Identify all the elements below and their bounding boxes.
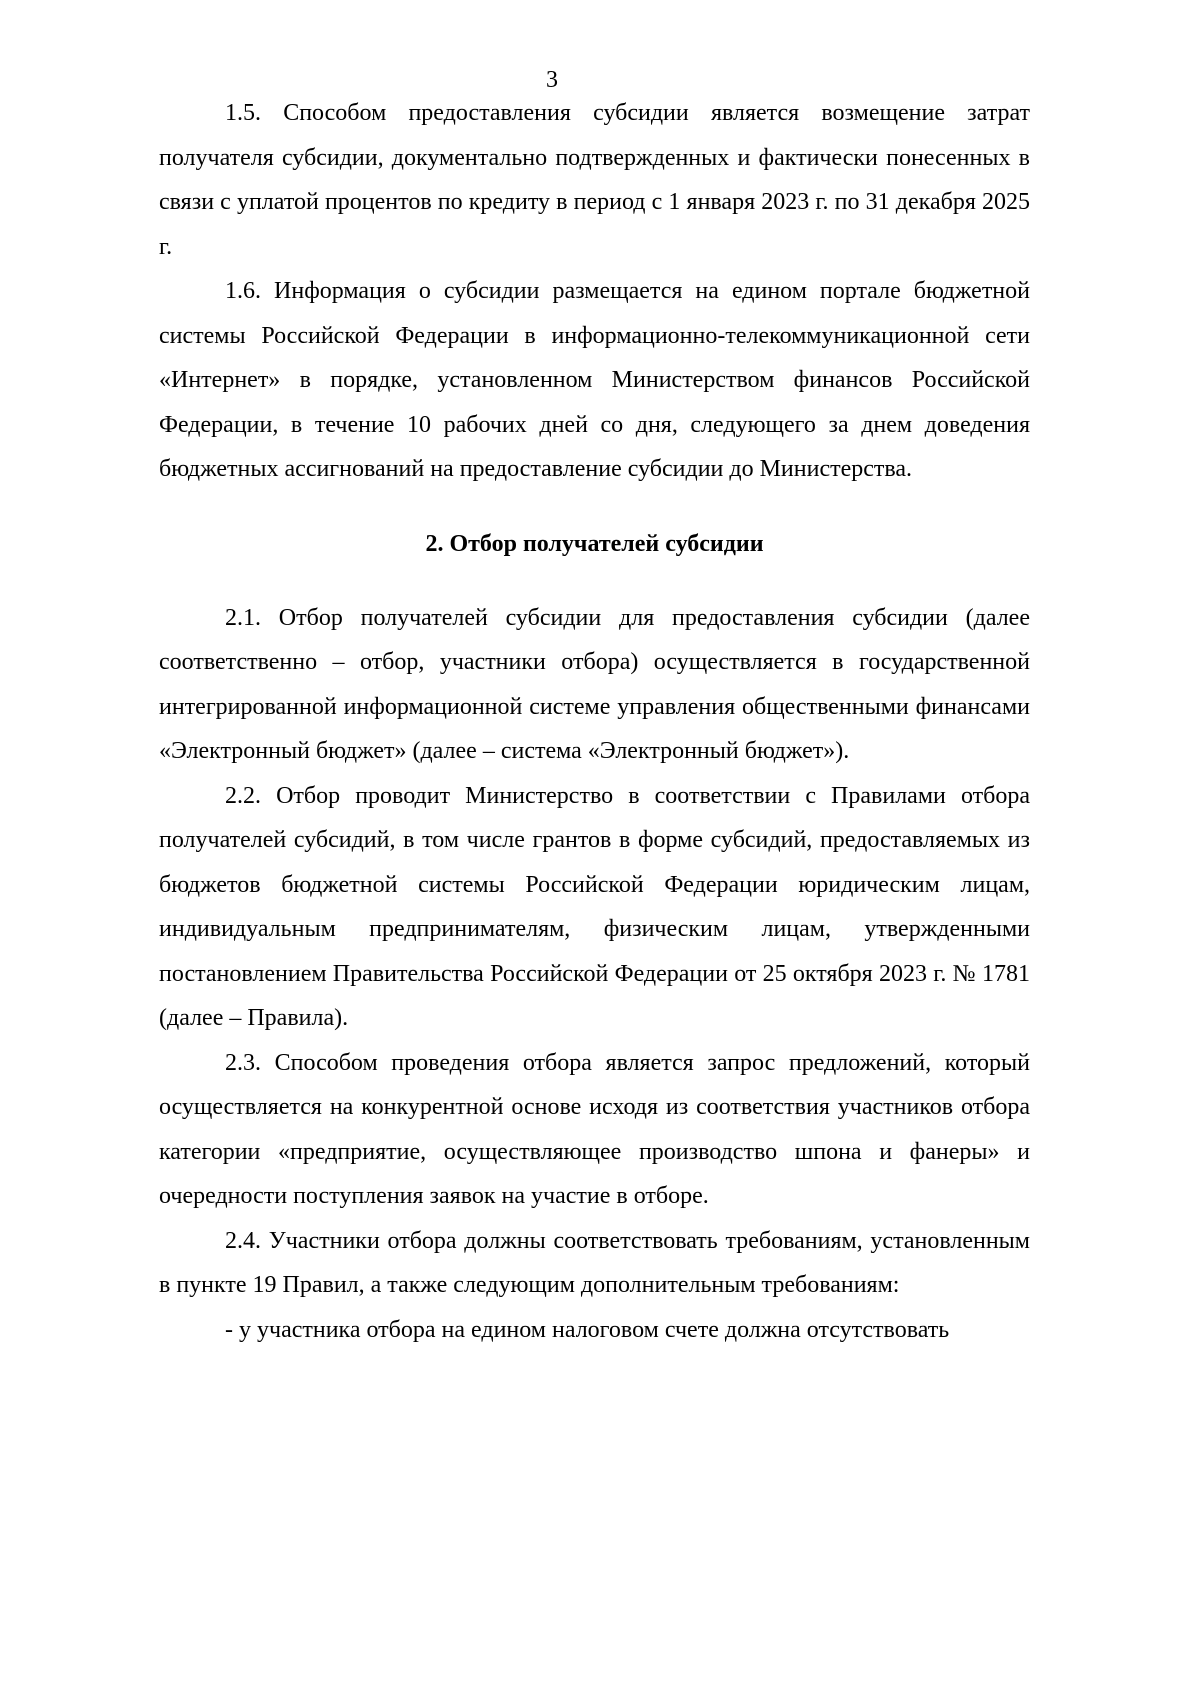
paragraph-1-6: 1.6. Информация о субсидии размещается на едином портале бюджетной системы Российской Федерации в информационно-телекоммуникационной сети «Интернет» в порядке, установленном Министерством финансов Российской Федерации, в течение 10 рабочих дней со дня, следующего за днем доведения бюджетных ассигнований на предоставление субсидии до Министерства. bbox=[159, 278, 1030, 482]
paragraph-2-2: 2.2. Отбор проводит Министерство в соответствии с Правилами отбора получателей субсидий, в том числе грантов в форме субсидий, предоставляемых из бюджетов бюджетной системы Российской Федерации юридическим лицам, индивидуальным предпринимателям, физическим лицам, утвержденными постановлением Правительства Российской Федерации от 25 октября 2023 г. № 1781 (далее – Правила). bbox=[159, 782, 1030, 1031]
page-number: 3 bbox=[546, 67, 558, 93]
paragraph-1-5: 1.5. Способом предоставления субсидии является возмещение затрат получателя субсидии, документально подтвержденных и фактически понесенных в связи с уплатой процентов по кредиту в период с 1 января 2023 г. по 31 декабря 2025 г. bbox=[159, 100, 1030, 260]
paragraph-2-4: 2.4. Участники отбора должны соответствовать требованиям, установленным в пункте 19 Правил, а также следующим дополнительным требованиям: bbox=[159, 1227, 1030, 1298]
paragraph-2-1: 2.1. Отбор получателей субсидии для предоставления субсидии (далее соответственно – отбор, участники отбора) осуществляется в государственной интегрированной информационной системе управления общественными финансами «Электронный бюджет» (далее – система «Электронный бюджет»). bbox=[159, 604, 1030, 764]
paragraph-2-3: 2.3. Способом проведения отбора является запрос предложений, который осуществляется на конкурентной основе исходя из соответствия участников отбора категории «предприятие, осуществляющее производство шпона и фанеры» и очередности поступления заявок на участие в отборе. bbox=[159, 1049, 1030, 1209]
document-body bbox=[159, 91, 1030, 1352]
paragraph-2-4-list-item: - у участника отбора на едином налоговом счете должна отсутствовать bbox=[225, 1316, 950, 1343]
section-heading-2: 2. Отбор получателей субсидии bbox=[425, 530, 764, 557]
